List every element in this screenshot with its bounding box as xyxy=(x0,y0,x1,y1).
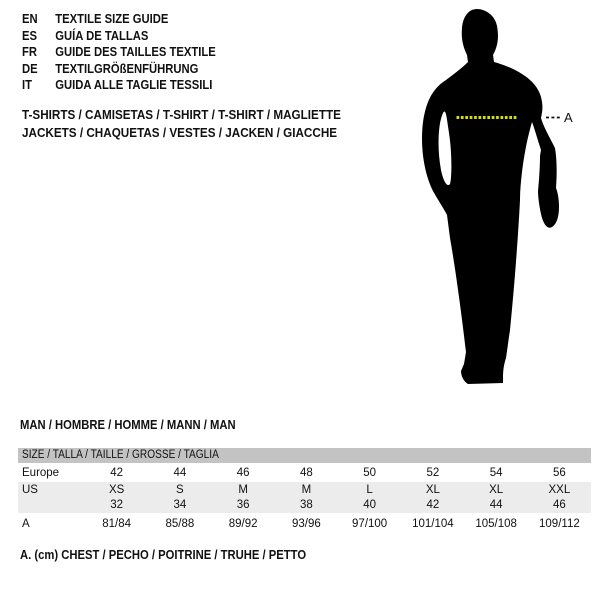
table-cell: 38 xyxy=(299,499,313,511)
table-cell: 36 xyxy=(236,499,250,511)
table-cell: 42 xyxy=(110,467,124,479)
size-table-rows xyxy=(18,463,591,533)
section-heading-man: MAN / HOMBRE / HOMME / MANN / MAN xyxy=(20,418,236,432)
table-cell: 44 xyxy=(173,467,187,479)
language-code: ES xyxy=(22,28,38,43)
language-row xyxy=(22,61,216,78)
measurement-footnote: A. (cm) CHEST / PECHO / POITRINE / TRUHE / PETTO xyxy=(20,548,307,562)
table-cell: 52 xyxy=(426,467,440,479)
table-cell: XXL xyxy=(548,484,571,496)
table-cell: 93/96 xyxy=(291,518,321,530)
row-label: Europe xyxy=(22,467,60,479)
language-row xyxy=(22,28,216,45)
table-cell: 42 xyxy=(426,499,440,511)
row-label: A xyxy=(22,518,30,530)
table-cell: 101/104 xyxy=(412,518,454,530)
table-cell: 50 xyxy=(363,467,377,479)
table-cell: 34 xyxy=(173,499,187,511)
language-guide-title: TEXTILE SIZE GUIDE xyxy=(55,12,169,26)
row-label xyxy=(18,497,85,513)
table-cell: 85/88 xyxy=(165,518,195,530)
table-cell: 54 xyxy=(489,467,503,479)
measure-label-a: A xyxy=(564,110,573,125)
garment-categories xyxy=(22,106,341,142)
table-cell: 105/108 xyxy=(475,518,517,530)
language-row xyxy=(22,77,216,94)
category-line-jackets: JACKETS / CHAQUETAS / VESTES / JACKEN / GIACCHE xyxy=(22,125,338,140)
table-cell: 48 xyxy=(299,467,313,479)
table-cell: L xyxy=(366,484,373,496)
table-row xyxy=(18,463,591,482)
table-cell: 44 xyxy=(489,499,503,511)
row-label: US xyxy=(22,484,38,496)
man-silhouette-figure xyxy=(400,0,580,420)
language-code: FR xyxy=(22,45,38,60)
table-cell: 46 xyxy=(552,499,566,511)
language-guide-title: TEXTILGRÖßENFÜHRUNG xyxy=(55,61,199,76)
size-table xyxy=(18,448,591,533)
category-line-tshirts: T-SHIRTS / CAMISETAS / T-SHIRT / T-SHIRT / MAGLIETTE xyxy=(22,107,341,122)
language-row xyxy=(22,44,216,61)
language-list xyxy=(22,11,216,94)
table-cell: XS xyxy=(108,484,125,496)
language-guide-title: GUIDA ALLE TAGLIE TESSILI xyxy=(55,78,213,93)
table-row xyxy=(18,497,591,513)
language-code: EN xyxy=(22,12,38,26)
table-cell: XL xyxy=(425,484,440,496)
table-cell: M xyxy=(301,484,312,496)
table-cell: M xyxy=(238,484,248,496)
table-cell: S xyxy=(176,484,184,496)
size-table-header xyxy=(18,448,591,463)
table-cell: 89/92 xyxy=(228,518,258,530)
table-row xyxy=(18,513,591,533)
table-cell: 46 xyxy=(236,467,250,479)
size-table-header-label: SIZE / TALLA / TAILLE / GRÖSSE / TAGLIA xyxy=(22,449,219,461)
table-cell: 81/84 xyxy=(102,518,132,530)
language-code: IT xyxy=(22,78,32,93)
table-row xyxy=(18,482,591,497)
table-cell: 56 xyxy=(552,467,566,479)
language-code: DE xyxy=(22,61,38,76)
language-row xyxy=(22,11,216,28)
man-silhouette xyxy=(422,9,559,384)
table-cell: XL xyxy=(489,484,504,496)
table-cell: 109/112 xyxy=(539,518,580,530)
language-guide-title: GUIDE DES TAILLES TEXTILE xyxy=(55,45,216,60)
language-guide-title: GUÍA DE TALLAS xyxy=(55,28,149,43)
table-cell: 97/100 xyxy=(352,518,388,530)
table-cell: 40 xyxy=(363,499,377,511)
table-cell: 32 xyxy=(110,499,124,511)
